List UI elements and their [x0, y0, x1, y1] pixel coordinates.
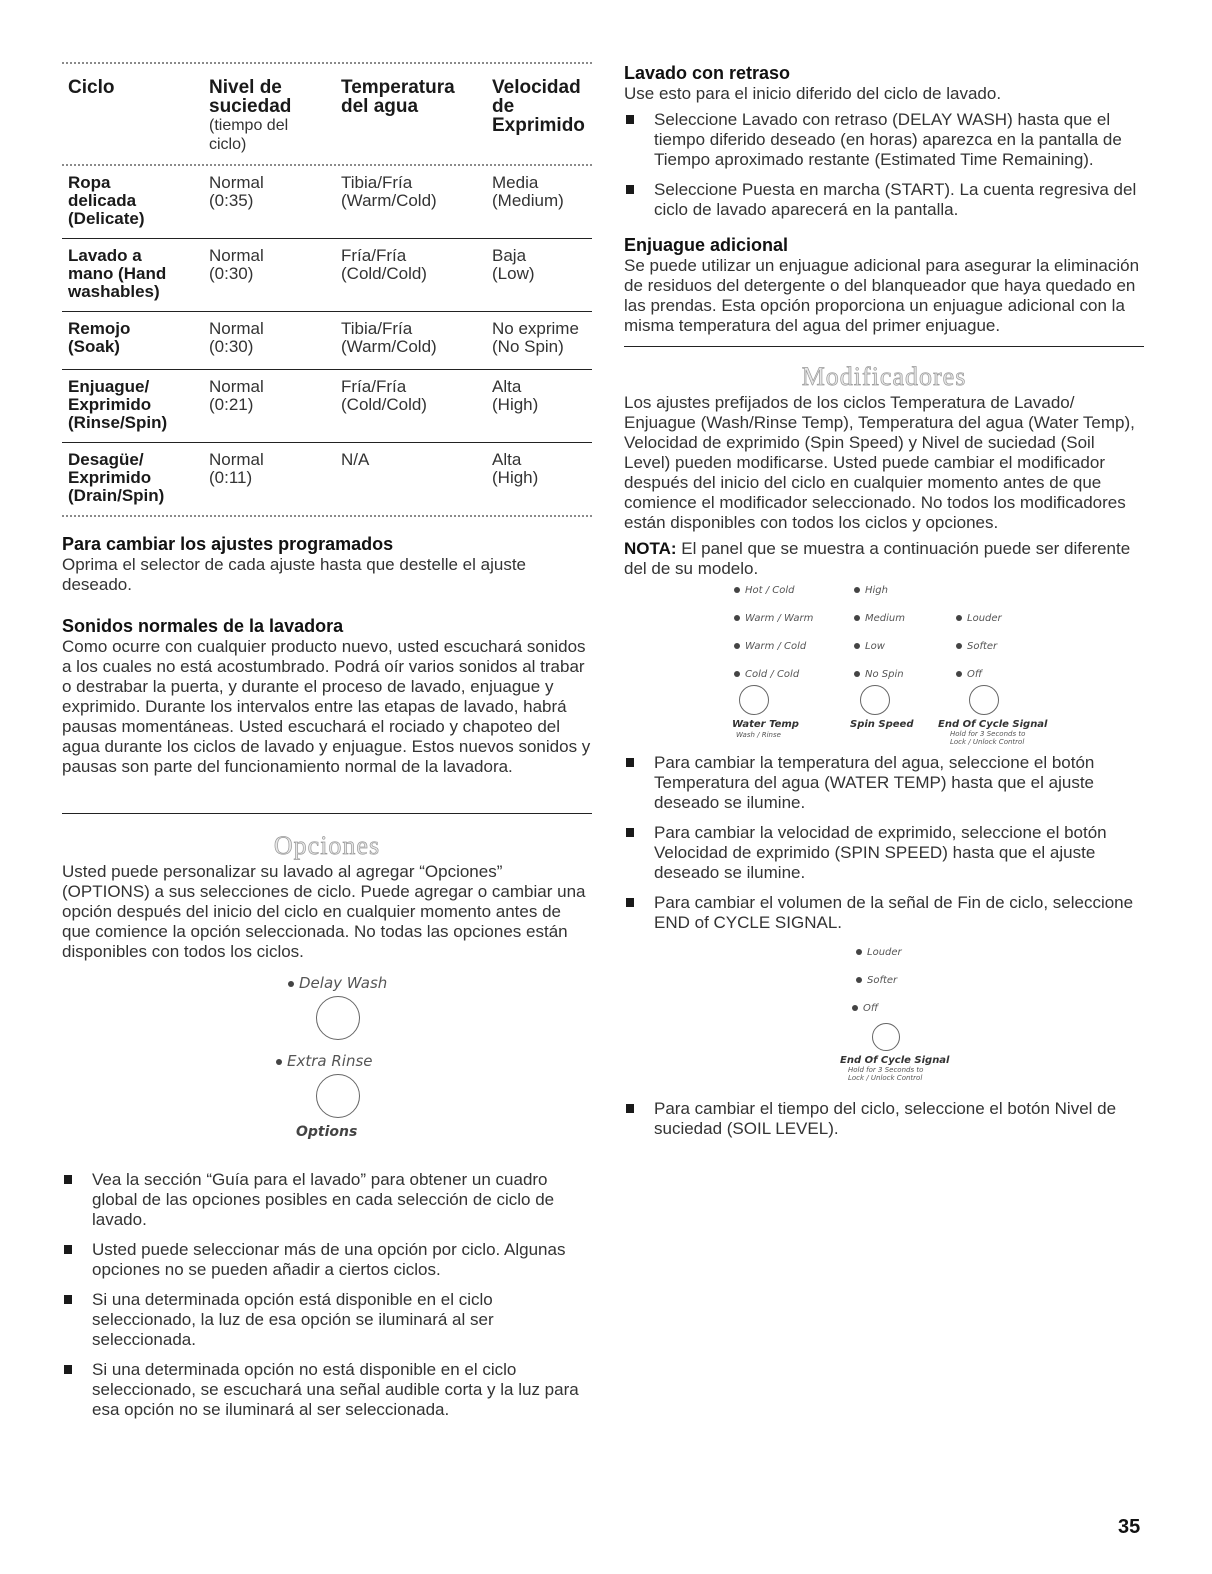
- spin-opt: High: [854, 585, 888, 596]
- cell-line: (Delicate): [68, 209, 145, 228]
- delay-wash-label: Delay Wash: [288, 974, 387, 992]
- water-temp-label: Water Temp: [732, 719, 799, 730]
- cell-line: Enjuague/: [68, 377, 150, 396]
- extra-rinse-body: Se puede utilizar un enjuague adicional para asegurar la eliminación de residuos del detergente o del blanqueador que haya quedado en las prendas. Esta opción proporciona un enjuague adicional con la misma temperatura del agua del primer enjuague.: [624, 256, 1140, 335]
- change-settings-body: Oprima el selector de cada ajuste hasta que destelle el ajuste deseado.: [62, 555, 526, 594]
- indicator-icon: [956, 671, 962, 677]
- table-cell-temp: [341, 247, 492, 301]
- signal-panel-label: End Of Cycle Signal: [840, 1055, 950, 1066]
- indicator-icon: [854, 587, 860, 593]
- options-section: [62, 832, 592, 1420]
- table-bottom-rule: [62, 515, 592, 517]
- cell-line: Tibia/Fría: [341, 173, 413, 192]
- cell-line: (0:35): [209, 191, 254, 210]
- table-cell-soil: [209, 378, 341, 432]
- signal-opt: Louder: [956, 613, 1002, 624]
- table-header: [62, 64, 592, 164]
- table-cell-soil: [209, 247, 341, 301]
- table-body: [62, 166, 592, 515]
- signal-opt: Softer: [956, 641, 997, 652]
- cell-line: No exprime: [492, 319, 579, 338]
- cell-line: Desagüe/: [68, 450, 144, 469]
- modifiers-last-bullet: [624, 1099, 1144, 1139]
- signal-label: End Of Cycle Signal: [938, 719, 1048, 730]
- cell-line: (High): [492, 468, 539, 487]
- delay-wash-bullets: [624, 110, 1144, 220]
- note-text: El panel que se muestra a continuación puede ser diferente del de su modelo.: [624, 539, 1131, 578]
- table-cell-name: [68, 320, 209, 359]
- signal-panel-opt: Softer: [856, 975, 897, 986]
- options-rule: [62, 813, 592, 814]
- table-cell-spin: [492, 174, 592, 228]
- options-bullets: [62, 1170, 592, 1420]
- normal-sounds-title: Sonidos normales de la lavadora: [62, 616, 344, 636]
- indicator-icon: [856, 977, 862, 983]
- cell-line: (0:21): [209, 395, 254, 414]
- cell-line: Ropa: [68, 173, 111, 192]
- spin-speed-button[interactable]: [860, 685, 890, 715]
- indicator-icon: [856, 949, 862, 955]
- delay-wash-title: Lavado con retraso: [624, 63, 791, 83]
- list-item: Seleccione Lavado con retraso (DELAY WASH) hasta que el tiempo diferido deseado (en horas) aparezca en la pantalla de Tiempo aproximado restante (Estimated Time Remaining).: [624, 110, 1144, 170]
- indicator-icon: [852, 1005, 858, 1011]
- cell-line: (Soak): [68, 337, 120, 356]
- cell-line: (Warm/Cold): [341, 191, 437, 210]
- table-cell-name: [68, 247, 209, 301]
- list-item: Para cambiar el volumen de la señal de Fin de ciclo, seleccione END of CYCLE SIGNAL.: [624, 893, 1144, 933]
- indicator-icon: [734, 587, 740, 593]
- temp-opt: Hot / Cold: [734, 585, 795, 596]
- cell-line: (Cold/Cold): [341, 395, 427, 414]
- delay-wash-body: Use esto para el inicio diferido del ciclo de lavado.: [624, 84, 1002, 103]
- spin-opt: No Spin: [854, 669, 904, 680]
- cell-line: Lavado a: [68, 246, 142, 265]
- cell-line: Baja: [492, 246, 527, 265]
- change-settings-title: Para cambiar los ajustes programados: [62, 534, 394, 554]
- cell-line: Normal: [209, 377, 264, 396]
- table-cell-spin: [492, 451, 592, 505]
- cell-line: Media: [492, 173, 539, 192]
- table-cell-soil: [209, 451, 341, 505]
- cell-line: Fría/Fría: [341, 377, 407, 396]
- table-cell-soil: [209, 174, 341, 228]
- signal-panel-sub: Hold for 3 Seconds to: [848, 1066, 924, 1074]
- list-item: Seleccione Puesta en marcha (START). La cuenta regresiva del ciclo de lavado aparecerá en la pantalla.: [624, 180, 1144, 220]
- signal-opt: Off: [956, 669, 982, 680]
- table-cell-name: [68, 451, 209, 505]
- spin-speed-label: Spin Speed: [850, 719, 914, 730]
- cell-line: delicada: [68, 191, 137, 210]
- temp-opt: Warm / Warm: [734, 613, 813, 624]
- modifiers-rule: [624, 346, 1144, 347]
- end-of-cycle-signal-button[interactable]: [969, 685, 999, 715]
- list-item: Para cambiar la temperatura del agua, seleccione el botón Temperatura del agua (WATER TEMP) hasta que el ajuste deseado se ilumine.: [624, 753, 1144, 813]
- modifiers-bullets: [624, 753, 1144, 933]
- indicator-icon: [956, 615, 962, 621]
- cell-line: Tibia/Fría: [341, 319, 413, 338]
- cell-line: Normal: [209, 319, 264, 338]
- table-cell-spin: [492, 247, 592, 301]
- signal-sub: Hold for 3 Seconds to: [950, 730, 1026, 738]
- cell-line: Normal: [209, 246, 264, 265]
- signal-panel-opt: Louder: [856, 947, 902, 958]
- right-column: [624, 62, 1144, 1139]
- delay-wash-indicator-icon: [288, 981, 294, 987]
- temp-opt: Cold / Cold: [734, 669, 799, 680]
- spin-opt: Medium: [854, 613, 905, 624]
- cell-line: Alta: [492, 377, 522, 396]
- indicator-icon: [854, 615, 860, 621]
- list-item: Usted puede seleccionar más de una opción por ciclo. Algunas opciones no se pueden añadir a ciertos ciclos.: [62, 1240, 592, 1280]
- temp-opt: Warm / Cold: [734, 641, 806, 652]
- indicator-icon: [854, 643, 860, 649]
- table-cell-temp: [341, 174, 492, 228]
- signal-panel: [624, 943, 1144, 1085]
- normal-sounds-body: Como ocurre con cualquier producto nuevo, usted escuchará sonidos a los cuales no está acostumbrado. Podrá oír varios sonidos al trabar o destrabar la puerta, y durante el proceso de lavado, enjuague y exprimido. Durante los intervalos entre las etapas de lavado, habrá pausas momentáneas. Usted escuchará el rociado y chapoteo del agua durante los ciclos de lavado y enjuague. Estos nuevos sonidos y pausas son parte del funcionamiento normal de la lavadora.: [62, 637, 591, 776]
- options-panel-label: Options: [296, 1124, 358, 1140]
- cell-line: Exprimido: [68, 395, 152, 414]
- signal-panel-sub: Lock / Unlock Control: [848, 1074, 923, 1082]
- cell-line: (High): [492, 395, 539, 414]
- cell-line: Normal: [209, 173, 264, 192]
- modifiers-body: Los ajustes prefijados de los ciclos Temperatura de Lavado/ Enjuague (Wash/Rinse Temp), Temperatura del agua (Water Temp), Velocidad de exprimido (Spin Speed) y Nivel de suciedad (Soil Level) pueden modificarse. Usted puede cambiar el modificador después del inicio del ciclo en cualquier momento antes de que comience el modificador seleccionado. No todos los modificadores están disponibles con todos los ciclos y opciones.: [624, 393, 1135, 532]
- indicator-icon: [734, 671, 740, 677]
- modifiers-section: [624, 363, 1144, 1139]
- change-settings-section: [62, 533, 592, 595]
- extra-rinse-section: [624, 234, 1144, 336]
- table-row: [62, 369, 592, 442]
- list-item: Si una determinada opción está disponible en el ciclo seleccionado, la luz de esa opción se iluminará al ser seleccionada.: [62, 1290, 592, 1350]
- cell-line: (No Spin): [492, 337, 564, 356]
- signal-panel-button[interactable]: [872, 1023, 900, 1051]
- signal-panel-opt: Off: [852, 1003, 878, 1014]
- header-spin: Velocidad de Exprimido: [492, 77, 585, 136]
- table-cell-temp: [341, 378, 492, 432]
- cell-line: (Rinse/Spin): [68, 413, 168, 432]
- table-cell-spin: [492, 320, 592, 359]
- delay-wash-section: [624, 62, 1144, 220]
- cell-line: Remojo: [68, 319, 131, 338]
- normal-sounds-section: [62, 615, 592, 777]
- table-cell-soil: [209, 320, 341, 359]
- table-cell-spin: [492, 378, 592, 432]
- extra-rinse-title: Enjuague adicional: [624, 235, 789, 255]
- water-temp-sub: Wash / Rinse: [736, 731, 781, 739]
- cell-line: Fría/Fría: [341, 246, 407, 265]
- list-item: Vea la sección “Guía para el lavado” para obtener un cuadro global de las opciones posibles en cada selección de ciclo de lavado.: [62, 1170, 592, 1230]
- signal-sub: Lock / Unlock Control: [950, 738, 1025, 746]
- header-soil: Nivel de suciedad (tiempo del ciclo): [209, 77, 292, 153]
- cell-line: Exprimido: [68, 468, 152, 487]
- table-cell-name: [68, 174, 209, 228]
- indicator-icon: [956, 643, 962, 649]
- water-temp-button[interactable]: [739, 685, 769, 715]
- cell-line: (0:11): [209, 468, 253, 487]
- cell-line: (Low): [492, 264, 535, 283]
- table-cell-temp: [341, 320, 492, 359]
- cell-line: washables): [68, 282, 160, 301]
- cell-line: Normal: [209, 450, 264, 469]
- table-row: [62, 442, 592, 515]
- cell-line: Alta: [492, 450, 522, 469]
- cycle-table: [62, 64, 592, 517]
- cell-line: (Warm/Cold): [341, 337, 437, 356]
- list-item: Para cambiar la velocidad de exprimido, seleccione el botón Velocidad de exprimido (SPIN SPEED) hasta que el ajuste deseado se ilumine.: [624, 823, 1144, 883]
- modifiers-note: [624, 539, 1144, 579]
- indicator-icon: [734, 615, 740, 621]
- table-row: [62, 166, 592, 238]
- page-number: 35: [1118, 1516, 1141, 1538]
- table-cell-temp: [341, 451, 492, 505]
- table-row: [62, 311, 592, 369]
- cell-line: (Cold/Cold): [341, 264, 427, 283]
- spin-opt: Low: [854, 641, 885, 652]
- list-item: Si una determinada opción no está disponible en el ciclo seleccionado, se escuchará una señal audible corta y la luz para esa opción no se iluminará al ser seleccionada.: [62, 1360, 592, 1420]
- indicator-icon: [854, 671, 860, 677]
- extra-rinse-label: Extra Rinse: [276, 1052, 373, 1070]
- extra-rinse-indicator-icon: [276, 1059, 282, 1065]
- header-cycle: Ciclo: [68, 77, 115, 98]
- left-column: [62, 62, 592, 1420]
- cell-line: mano (Hand: [68, 264, 167, 283]
- options-body: Usted puede personalizar su lavado al agregar “Opciones” (OPTIONS) a sus selecciones de ciclo. Puede agregar o cambiar una opción después del inicio del ciclo en cualquier momento antes de que comience la opción seleccionada. No todas las opciones están disponibles con todos los ciclos.: [62, 862, 586, 961]
- note-label: NOTA:: [624, 539, 677, 558]
- cell-line: N/A: [341, 450, 370, 469]
- indicator-icon: [734, 643, 740, 649]
- cell-line: (Medium): [492, 191, 564, 210]
- header-temp: Temperatura del agua: [341, 77, 455, 117]
- options-panel: [62, 974, 592, 1140]
- cell-line: (0:30): [209, 337, 254, 356]
- options-title: Opciones: [273, 831, 381, 860]
- cell-line: (0:30): [209, 264, 254, 283]
- table-row: [62, 238, 592, 311]
- modifiers-panel: [624, 583, 1144, 745]
- delay-wash-button[interactable]: [316, 996, 360, 1040]
- list-item: Para cambiar el tiempo del ciclo, seleccione el botón Nivel de suciedad (SOIL LEVEL).: [624, 1099, 1144, 1139]
- table-cell-name: [68, 378, 209, 432]
- modifiers-title: Modificadores: [801, 362, 967, 391]
- extra-rinse-button[interactable]: [316, 1074, 360, 1118]
- cell-line: (Drain/Spin): [68, 486, 165, 505]
